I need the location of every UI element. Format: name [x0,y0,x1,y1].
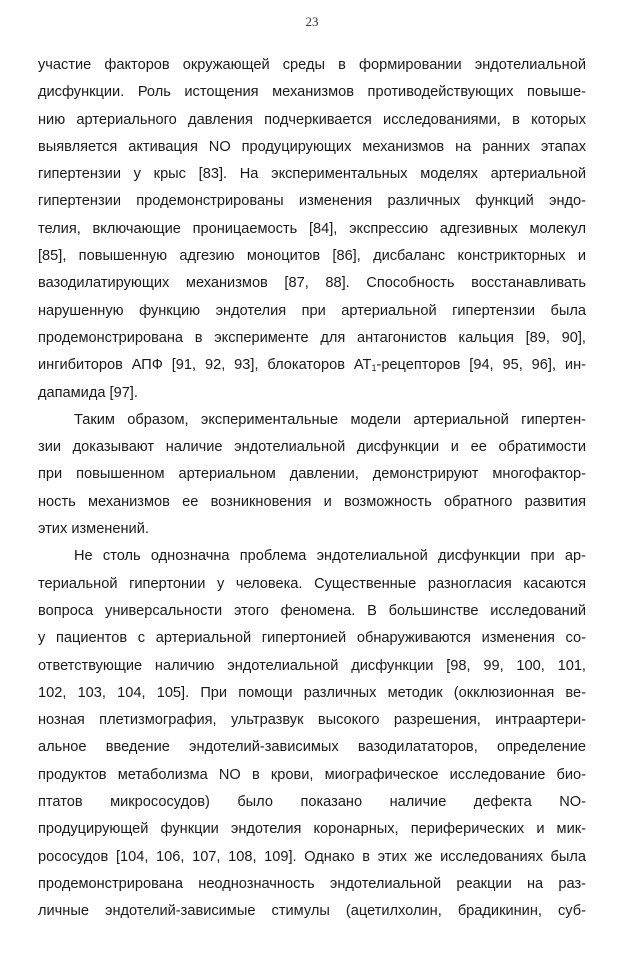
text-line: нию артериального давления подчеркивается исследованиями, в которых [38,111,586,128]
text-line: ответствующие наличию эндотелиальной дисфункции [98, 99, 100, 101, [38,657,586,674]
text-line: участие факторов окружающей среды в формировании эндотелиальной [38,57,586,73]
text-segment: ингибиторов АПФ [91, 92, 93], блокаторов АТ [38,357,372,374]
text-line: ность механизмов ее возникновения и возможность обратного развития [38,493,586,510]
text-line: териальной гипертонии у человека. Существенные разногласия касаются [38,575,586,592]
text-line: рососудов [104, 106, 107, 108, 109]. Однако в этих же исследованиях была [38,848,586,865]
paragraph-2 [38,407,586,543]
text-line: гипертензии у крыс [83]. На экспериментальных моделях артериальной [38,166,586,183]
text-line: этих изменений. [38,521,149,538]
text-line: Таким образом, экспериментальные модели артериальной гипертен- [74,411,586,428]
subscript: 1 [371,363,377,374]
text-line-with-subscript [38,352,586,379]
text-line: альное введение эндотелий-зависимых вазодилататоров, определение [38,739,586,756]
text-segment: -рецепторов [94, 95, 96], ин- [376,357,586,374]
text-line: нозная плетизмография, ультразвук высокого разрешения, интраартери- [38,712,586,729]
text-line: телия, включающие проницаемость [84], экспрессию адгезивных молекул [38,220,586,237]
text-line: личные эндотелий-зависимые стимулы (ацетилхолин, брадикинин, суб- [38,903,586,920]
paragraph-3 [38,543,586,925]
text-line: дапамида [97]. [38,384,138,401]
text-line: выявляется активация NO продуцирующих механизмов на ранних этапах [38,138,586,155]
paragraph-1 [38,52,586,407]
text-line: вазодилатирующих механизмов [87, 88]. Способность восстанавливать [38,275,586,292]
text-line: гипертензии продемонстрированы изменения различных функций эндо- [38,193,586,210]
text-line: у пациентов с артериальной гипертонией обнаруживаются изменения со- [38,630,586,647]
text-line: птатов микрососудов) было показано наличие дефекта NO- [38,794,586,811]
text-line: дисфункции. Роль истощения механизмов противодействующих повыше- [38,84,586,101]
text-line: 102, 103, 104, 105]. При помощи различных методик (окклюзионная ве- [38,684,586,701]
text-line: нарушенную функцию эндотелия при артериальной гипертензии была [38,302,586,319]
text-line: [85], повышенную адгезию моноцитов [86], дисбаланс констрикторных и [38,248,586,265]
text-line: при повышенном артериальном давлении, демонстрируют многофактор- [38,466,586,483]
text-line: продуктов метаболизма NO в крови, миографическое исследование био- [38,766,586,783]
text-line: продемонстрирована в эксперименте для антагонистов кальция [89, 90], [38,329,586,346]
text-line: продуцирующей функции эндотелия коронарных, периферических и мик- [38,821,586,838]
text-line: зии доказывают наличие эндотелиальной дисфункции и ее обратимости [38,439,586,456]
document-body [38,52,586,926]
text-line: вопроса универсальности этого феномена. В большинстве исследований [38,602,586,619]
text-line: Не столь однозначна проблема эндотелиальной дисфункции при ар- [74,548,586,565]
page-number: 23 [305,14,319,29]
text-line: продемонстрирована неоднозначность эндотелиальной реакции на раз- [38,875,586,892]
